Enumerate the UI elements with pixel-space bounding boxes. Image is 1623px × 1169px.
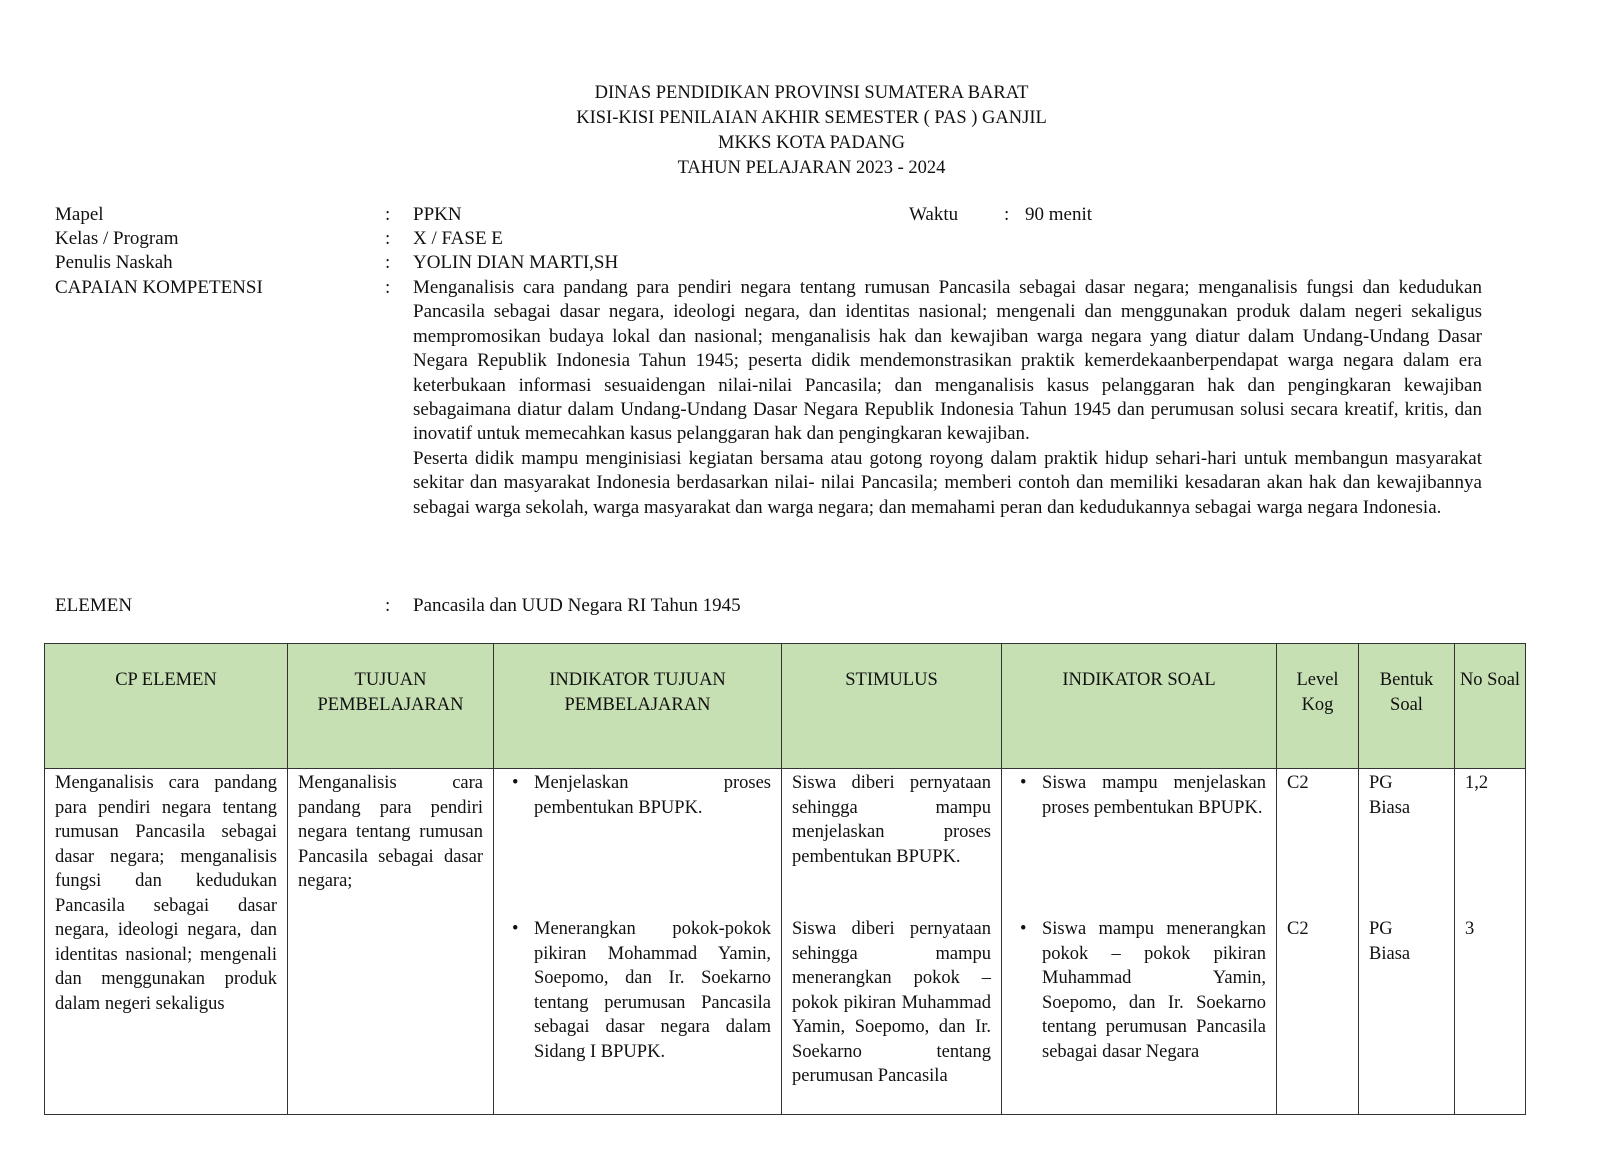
elemen-value: Pancasila dan UUD Negara RI Tahun 1945: [413, 595, 741, 616]
elemen-label: ELEMEN: [55, 595, 133, 616]
mapel-colon: :: [385, 204, 391, 225]
bentuk-soal-variant: Biasa: [1369, 797, 1411, 818]
level-kog-value: C2: [1287, 919, 1309, 939]
header-no-soal: No Soal: [1455, 644, 1526, 769]
stimulus-text: Siswa diberi pernyataan sehingga mampu menerangkan pokok – pokok pikiran Muhammad Yamin, Soepomo, dan Ir. Soekarno tentang perumusan Pancasila: [792, 919, 991, 1086]
indikator-tujuan-text: Menerangkan pokok-pokok pikiran Mohammad Yamin, Soepomo, dan Ir. Soekarno tentang perumusan Pancasila sebagai dasar negara dalam Sidang I BPUPK.: [534, 919, 771, 1062]
waktu-colon: :: [1004, 204, 1010, 225]
capaian-kompetensi-paragraph-1: Menganalisis cara pandang para pendiri negara tentang rumusan Pancasila sebagai dasar negara; menganalisis fungsi dan kedudukan Pancasila sebagai dasar negara, ideologi negara, dan identitas nasional; mengenali dan menggunakan produk dalam negeri sekaligus mempromosikan budaya lokal dan nasional; menganalisis hak dan kewajiban warga negara yang diatur dalam Undang-Undang Dasar Negara Republik Indonesia Tahun 1945; peserta didik mendemonstrasikan praktik kemerdekaanberpendapat warga negara dalam era keterbukaan informasi sesuaidengan nilai-nilai Pancasila; dan menganalisis kasus pelanggaran hak dan pengingkaran kewajiban sebagaimana diatur dalam Undang-Undang Dasar Negara Republik Indonesia Tahun 1945 dan perumusan solusi secara kreatif, kritis, dan inovatif untuk memecahkan kasus pelanggaran hak dan pengingkaran kewajiban.: [413, 277, 1482, 445]
header-indikator-tujuan: INDIKATOR TUJUAN PEMBELAJARAN: [494, 644, 782, 769]
level-kog-cell: [1277, 769, 1359, 1115]
indikator-soal-text: Siswa mampu menjelaskan proses pembentukan BPUPK.: [1042, 773, 1266, 818]
bullet-icon: •: [1020, 773, 1027, 793]
header-line-kisi-kisi: KISI-KISI PENILAIAN AKHIR SEMESTER ( PAS ) GANJIL: [576, 108, 1047, 128]
capaian-kompetensi-label: CAPAIAN KOMPETENSI: [55, 277, 263, 298]
tujuan-pembelajaran-cell: [288, 769, 494, 1115]
bullet-icon: •: [512, 773, 519, 793]
penulis-colon: :: [385, 252, 391, 273]
kelas-colon: :: [385, 228, 391, 249]
list-item: [1012, 917, 1266, 1064]
no-soal-cell: [1455, 769, 1526, 1115]
bentuk-soal-type: PG: [1369, 919, 1393, 939]
no-soal-value: 3: [1465, 919, 1475, 939]
list-item: [1012, 771, 1266, 820]
waktu-label: Waktu: [909, 204, 959, 225]
header-line-dinas: DINAS PENDIDIKAN PROVINSI SUMATERA BARAT: [594, 83, 1029, 103]
header-indikator-soal: INDIKATOR SOAL: [1002, 644, 1277, 769]
stimulus-cell: [782, 769, 1002, 1115]
bentuk-soal-variant: Biasa: [1369, 943, 1411, 964]
header-line-mkks: MKKS KOTA PADANG: [718, 133, 905, 153]
list-item: [504, 917, 771, 1064]
indikator-soal-text: Siswa mampu menerangkan pokok – pokok pikiran Muhammad Yamin, Soepomo, dan Ir. Soekarno tentang perumusan Pancasila sebagai dasar Negara: [1042, 919, 1266, 1062]
elemen-colon: :: [385, 595, 391, 616]
header-cp-elemen: CP ELEMEN: [45, 644, 288, 769]
indikator-tujuan-text: Menjelaskan proses pembentukan BPUPK.: [534, 773, 771, 818]
stimulus-text: Siswa diberi pernyataan sehingga mampu menjelaskan proses pembentukan BPUPK.: [792, 773, 991, 867]
penulis-label: Penulis Naskah: [55, 252, 173, 273]
penulis-value: YOLIN DIAN MARTI,SH: [413, 252, 619, 273]
header-line-tahun: TAHUN PELAJARAN 2023 - 2024: [677, 158, 946, 178]
kisi-kisi-table: [44, 643, 1526, 1115]
cp-elemen-text: Menganalisis cara pandang para pendiri negara tentang rumusan Pancasila sebagai dasar negara; menganalisis fungsi dan kedudukan Pancasila sebagai dasar negara, ideologi negara, dan identitas nasional; mengenali dan menggunakan produk dalam negeri sekaligus: [55, 773, 277, 1014]
tujuan-pembelajaran-text: Menganalisis cara pandang para pendiri negara tentang rumusan Pancasila sebagai dasar negara;: [298, 773, 483, 891]
capaian-kompetensi-colon: :: [385, 277, 391, 298]
indikator-soal-cell: [1002, 769, 1277, 1115]
kelas-label: Kelas / Program: [55, 228, 179, 249]
kelas-value: X / FASE E: [413, 228, 503, 249]
bentuk-soal-cell: [1359, 769, 1455, 1115]
header-stimulus: STIMULUS: [782, 644, 1002, 769]
cp-elemen-cell: [45, 769, 288, 1115]
bullet-icon: •: [512, 919, 519, 939]
indikator-tujuan-cell: [494, 769, 782, 1115]
waktu-value: 90 menit: [1025, 204, 1093, 225]
header-level-kog: Level Kog: [1277, 644, 1359, 769]
mapel-value: PPKN: [413, 204, 462, 225]
document-header: [0, 81, 1623, 181]
table-header-row: [45, 644, 1526, 769]
level-kog-value: C2: [1287, 773, 1309, 793]
bentuk-soal-type: PG: [1369, 773, 1393, 793]
header-tujuan-pembelajaran: TUJUAN PEMBELAJARAN: [288, 644, 494, 769]
header-bentuk-soal: Bentuk Soal: [1359, 644, 1455, 769]
capaian-kompetensi-text: [413, 276, 1482, 520]
table-row: [45, 769, 1526, 1115]
bullet-icon: •: [1020, 919, 1027, 939]
no-soal-value: 1,2: [1465, 773, 1489, 793]
capaian-kompetensi-paragraph-2: Peserta didik mampu menginisiasi kegiatan bersama atau gotong royong dalam praktik hidup sehari-hari untuk membangun masyarakat sekitar dan masyarakat Indonesia berdasarkan nilai- nilai Pancasila; memberi contoh dan memiliki kesadaran akan hak dan kewajibannya sebagai warga sekolah, warga masyarakat dan warga negara; dan memahami peran dan kedudukannya sebagai warga negara Indonesia.: [413, 447, 1482, 518]
mapel-label: Mapel: [55, 204, 104, 225]
list-item: [504, 771, 771, 820]
